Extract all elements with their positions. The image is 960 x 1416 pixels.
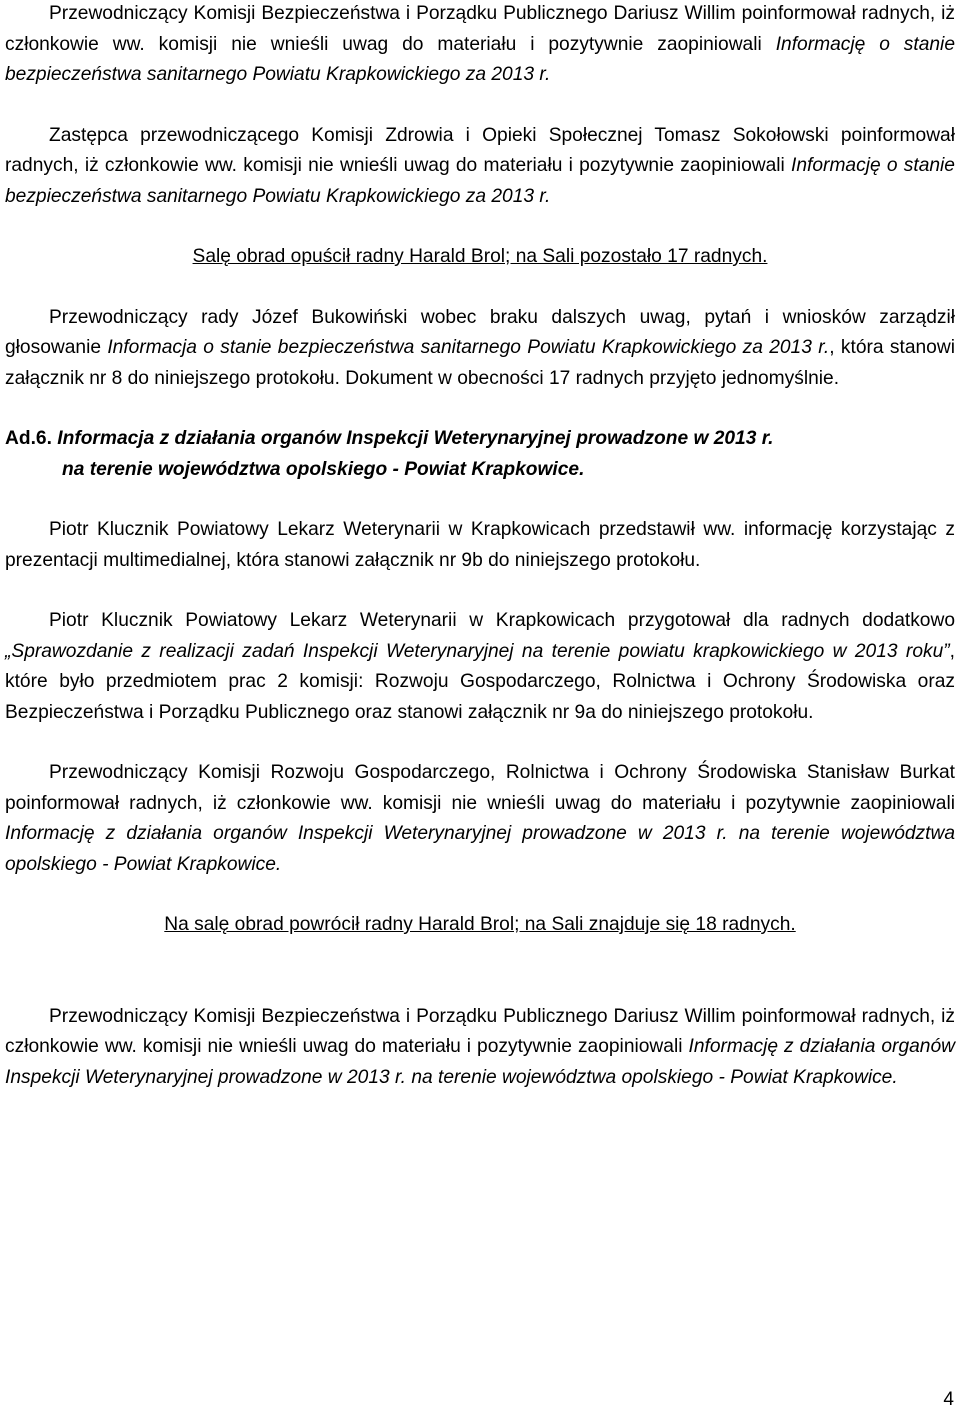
- document-title-italic: Informację z działania organów Inspekcji Weterynaryjnej prowadzone w 2013 r. na terenie województwa opolskiego - Powiat Krapkowice.: [5, 823, 955, 875]
- agenda-item-heading: [5, 424, 955, 485]
- notice-councillor-left: Salę obrad opuścił radny Harald Brol; na Sali pozostało 17 radnych.: [192, 246, 768, 267]
- document-title-italic: Informacja o stanie bezpieczeństwa sanitarnego Powiatu Krapkowickiego za 2013 r.: [107, 337, 830, 358]
- paragraph-presentation: Piotr Klucznik Powiatowy Lekarz Weterynarii w Krapkowicach przedstawił ww. informację korzystając z prezentacji multimedialnej, która stanowi załącznik nr 9b do niniejszego protokołu.: [5, 519, 955, 571]
- paragraph-committee-safety-opinion-1: Przewodniczący Komisji Bezpieczeństwa i Porządku Publicznego Dariusz Willim poinformował radnych, iż członkowie ww. komisji nie wnieśli uwag do materiału i pozytywnie zaopiniowali Informację o stanie bezpieczeństwa sanitarnego Powiatu Krapkowickiego za 2013 r.: [5, 3, 955, 85]
- paragraph-report: Piotr Klucznik Powiatowy Lekarz Weterynarii w Krapkowicach przygotował dla radnych dodatkowo „Sprawozdanie z realizacji zadań Inspekcji Weterynaryjnej na terenie powiatu krapkowickiego w 2013 roku”, które było przedmiotem prac 2 komisji: Rozwoju Gospodarczego, Rolnictwa i Ochrony Środowiska oraz Bezpieczeństwa i Porządku Publicznego oraz stanowi załącznik nr 9a do niniejszego protokołu.: [5, 610, 955, 723]
- paragraph-committee-development-opinion: Przewodniczący Komisji Rozwoju Gospodarczego, Rolnictwa i Ochrony Środowiska Stanisław Burkat poinformował radnych, iż członkowie ww. komisji nie wnieśli uwag do materiału i pozytywnie zaopiniowali Informację z działania organów Inspekcji Weterynaryjnej prowadzone w 2013 r. na terenie województwa opolskiego - Powiat Krapkowice.: [5, 762, 955, 875]
- document-page: [5, 0, 955, 1093]
- paragraph-vote: Przewodniczący rady Józef Bukowiński wobec braku dalszych uwag, pytań i wniosków zarządził głosowanie Informacja o stanie bezpieczeństwa sanitarnego Powiatu Krapkowickiego za 2013 r., która stanowi załącznik nr 8 do niniejszego protokołu. Dokument w obecności 17 radnych przyjęto jednomyślnie.: [5, 306, 955, 389]
- agenda-item-title-line2: na terenie województwa opolskiego - Powiat Krapkowice.: [62, 458, 585, 480]
- agenda-item-number: Ad.6.: [5, 428, 52, 449]
- document-title-italic: Informację z działania organów Inspekcji Weterynaryjnej prowadzone w 2013 r. na terenie województwa opolskiego - Powiat Krapkowice.: [5, 1036, 955, 1088]
- agenda-item-title: Informacja z działania organów Inspekcji Weterynaryjnej prowadzone w 2013 r.: [57, 428, 774, 449]
- notice-councillor-returned: Na salę obrad powrócił radny Harald Brol; na Sali znajduje się 18 radnych.: [164, 914, 796, 935]
- document-title-italic: Informację o stanie bezpieczeństwa sanitarnego Powiatu Krapkowickiego za 2013 r.: [5, 155, 955, 207]
- page-number: 4: [943, 1389, 954, 1410]
- paragraph-committee-health-opinion: Zastępca przewodniczącego Komisji Zdrowia i Opieki Społecznej Tomasz Sokołowski poinformował radnych, iż członkowie ww. komisji nie wnieśli uwag do materiału i pozytywnie zaopiniowali Informację o stanie bezpieczeństwa sanitarnego Powiatu Krapkowickiego za 2013 r.: [5, 124, 955, 207]
- paragraph-committee-safety-opinion-2: Przewodniczący Komisji Bezpieczeństwa i Porządku Publicznego Dariusz Willim poinformował radnych, iż członkowie ww. komisji nie wnieśli uwag do materiału i pozytywnie zaopiniowali Informację z działania organów Inspekcji Weterynaryjnej prowadzone w 2013 r. na terenie województwa opolskiego - Powiat Krapkowice.: [5, 1005, 955, 1088]
- report-title-italic: „Sprawozdanie z realizacji zadań Inspekcji Weterynaryjnej na terenie powiatu krapkowickiego w 2013 roku”: [5, 640, 950, 662]
- document-title-italic: Informację o stanie bezpieczeństwa sanitarnego Powiatu Krapkowickiego za 2013 r.: [5, 33, 955, 85]
